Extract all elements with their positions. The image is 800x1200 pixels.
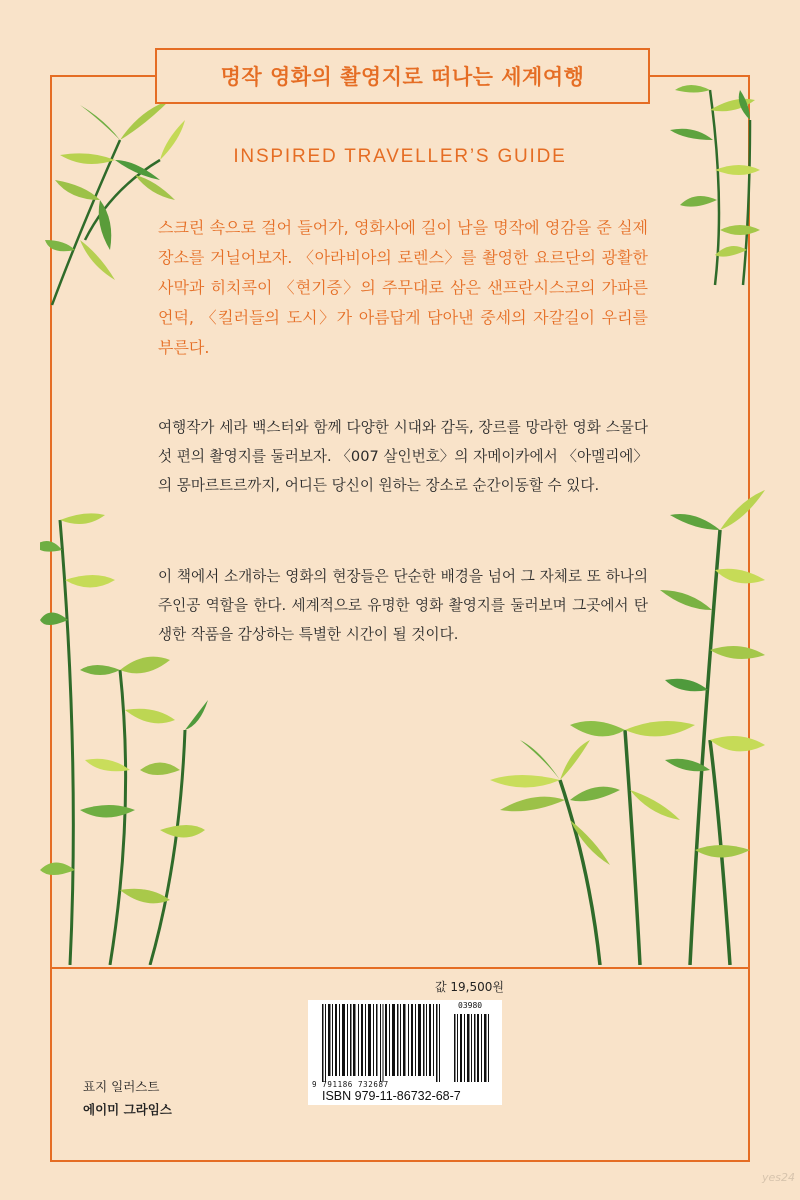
title-box: [155, 48, 650, 104]
barcode-addon-number: 03980: [458, 1001, 483, 1010]
body-paragraph-2: 이 책에서 소개하는 영화의 현장들은 단순한 배경을 넘어 그 자체로 또 하나의 주인공 역할을 한다. 세계적으로 유명한 영화 촬영지를 둘러보며 그곳에서 탄생한 작품을 감상하는 특별한 시간이 될 것이다.: [158, 568, 648, 643]
frame-top-left: [50, 75, 155, 77]
subtitle: INSPIRED TRAVELLER’S GUIDE: [233, 146, 567, 167]
series-title: 명작 영화의 촬영지로 떠나는 세계여행: [220, 65, 585, 89]
bamboo-bottom-right-icon: [420, 470, 770, 965]
watermark: yes24: [762, 1171, 796, 1184]
frame-divider: [50, 967, 750, 969]
frame-bottom: [50, 1160, 750, 1162]
body-paragraph-1: 여행작가 세라 백스터와 함께 다양한 시대와 감독, 장르를 망라한 영화 스물다섯 편의 촬영지를 둘러보자. 〈007 살인번호〉의 자메이카에서 〈아멜리에〉의 몽마르트르까지, 어디든 당신이 원하는 장소로 순간이동할 수 있다.: [158, 419, 648, 494]
intro-paragraph: 스크린 속으로 걸어 들어가, 영화사에 길이 남을 명작에 영감을 준 실제 장소를 거닐어보자. 〈아라비아의 로렌스〉를 촬영한 요르단의 광활한 사막과 히치콕이 〈현기증〉의 주무대로 삼은 샌프란시스코의 가파른 언덕, 〈킬러들의 도시〉가 아름답게 담아낸 중세의 자갈길이 우리를 부른다.: [158, 218, 648, 357]
cover-credit-name: 에이미 그라임스: [83, 1102, 172, 1117]
barcode: [308, 1000, 502, 1105]
barcode-number: 9 791186 732687: [312, 1080, 389, 1089]
bamboo-top-right-icon: [655, 80, 765, 290]
frame-top-right: [650, 75, 750, 77]
cover-credit-label: 표지 일러스트: [83, 1079, 160, 1094]
isbn: ISBN 979-11-86732-68-7: [322, 1089, 461, 1103]
price: 값 19,500원: [435, 980, 504, 994]
barcode-icon: [318, 1004, 493, 1082]
